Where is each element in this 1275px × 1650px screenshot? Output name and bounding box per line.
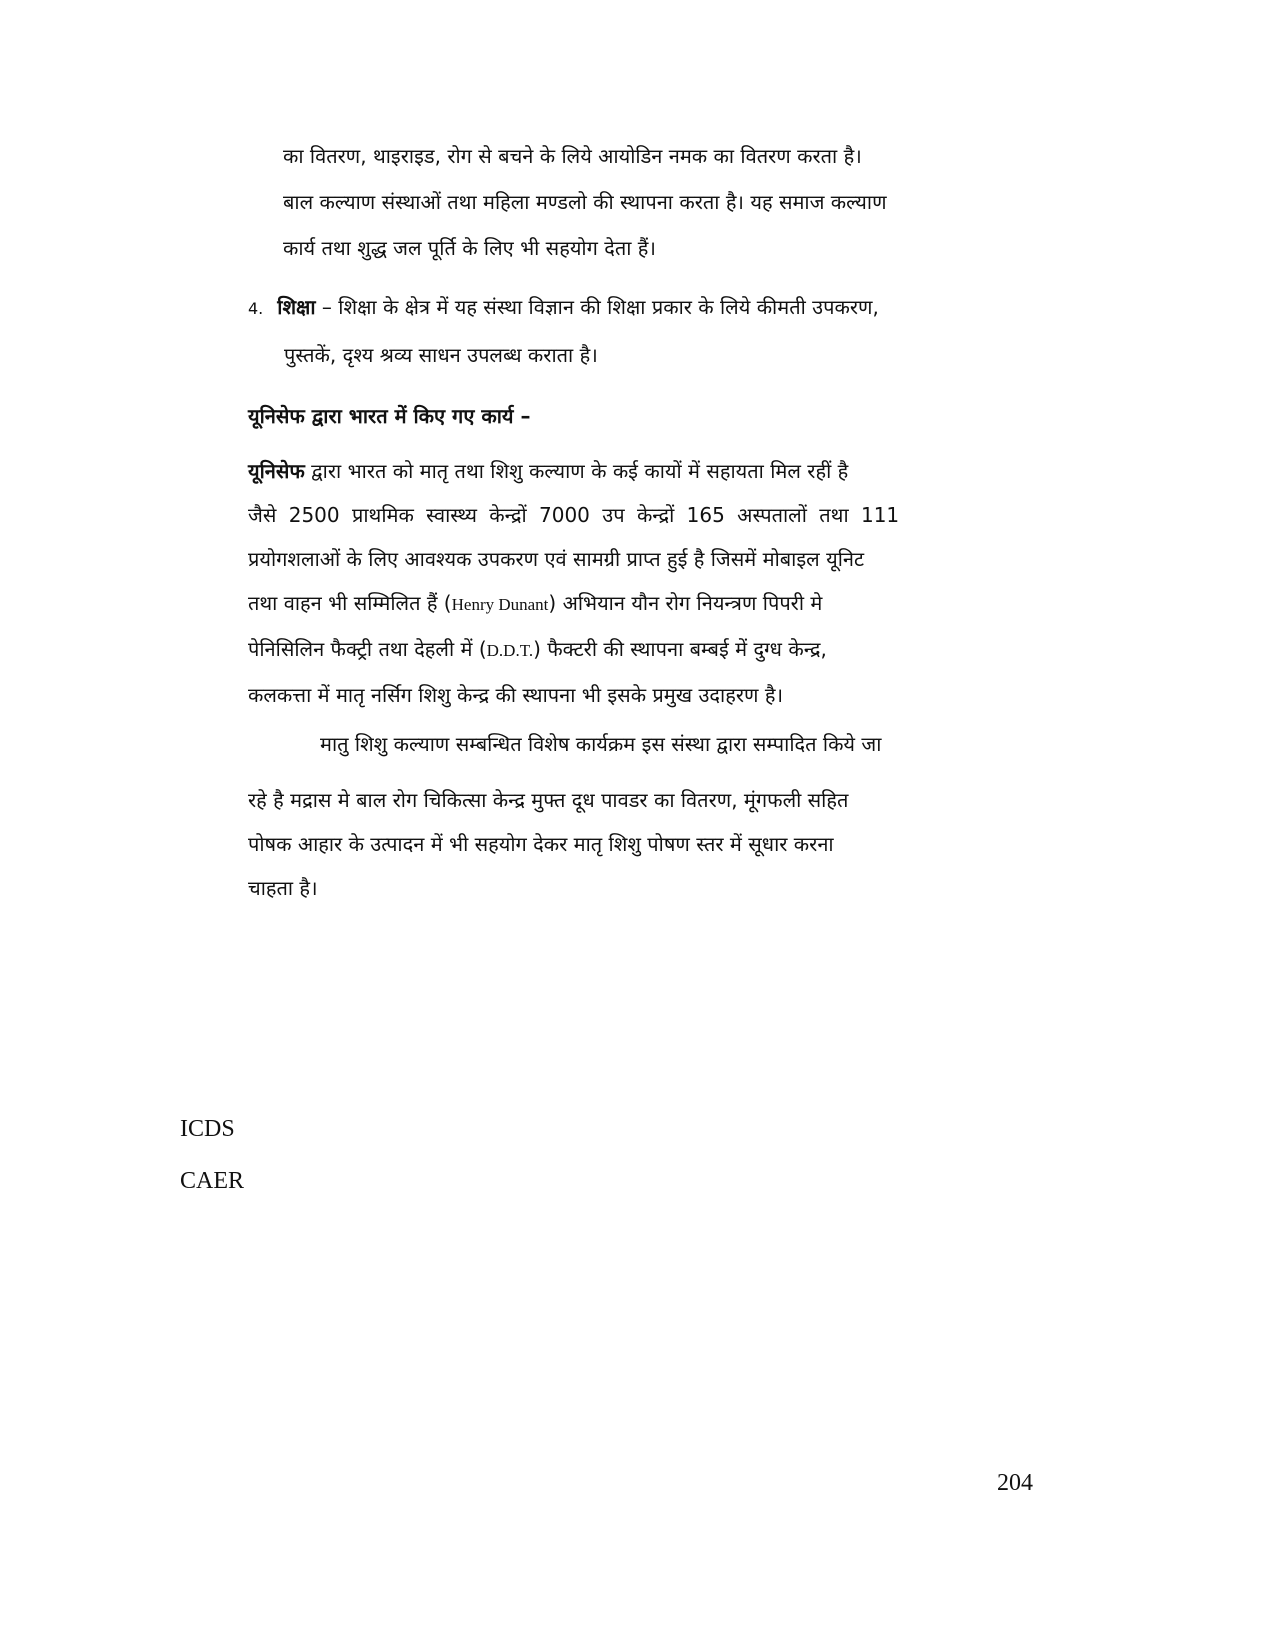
text-line <box>248 581 1033 627</box>
text-line: रहे है मद्रास मे बाल रोग चिकित्सा केन्द्र मुफ्त दूध पावडर का वितरण, मूंगफली सहित <box>248 788 849 812</box>
text-segment: पेनिसिलिन फैक्ट्री तथा देहली में ( <box>248 637 487 661</box>
text-segment: तथा वाहन भी सम्मिलित हैं ( <box>248 591 452 615</box>
text-line: जैसे 2500 प्राथमिक स्वास्थ्य केन्द्रों 7000 उप केन्द्रों 165 अस्पतालों तथा 111 <box>248 503 900 527</box>
text-line: प्रयोगशलाओं के लिए आवश्यक उपकरण एवं सामग्री प्राप्त हुई है जिसमें मोबाइल यूनिट <box>248 547 865 571</box>
text-line: चाहता है। <box>248 876 318 900</box>
text-line <box>248 627 1033 673</box>
bold-term: यूनिसेफ <box>248 459 305 483</box>
text-line: का वितरण, थाइराइड, रोग से बचने के लिये आयोडिन नमक का वितरण करता है। <box>283 144 862 168</box>
text-segment: ) अभियान यौन रोग नियन्त्रण पिपरी मे <box>548 591 823 615</box>
page-number: 204 <box>997 1470 1033 1496</box>
item-number: 4. <box>248 299 264 318</box>
text-line <box>248 284 1033 332</box>
text-segment: द्वारा भारत को मातृ तथा शिशु कल्याण के कई कायों में सहायता मिल रहीं है <box>304 459 849 483</box>
item-title: शिक्षा <box>277 295 316 319</box>
text-line <box>248 449 1033 493</box>
section-heading: यूनिसेफ द्वारा भारत में किए गए कार्य – <box>248 404 531 428</box>
label-caer: CAER <box>180 1168 245 1194</box>
unicef-paragraph <box>248 449 1033 717</box>
latin-term: D.D.T. <box>486 641 534 660</box>
continuation-paragraph <box>283 133 1033 271</box>
text-line: कार्य तथा शुद्ध जल पूर्ति के लिए भी सहयोग देता हैं। <box>283 236 656 260</box>
special-programme-paragraph <box>248 778 1033 910</box>
special-programme-line1: मातु शिशु कल्याण सम्बन्धित विशेष कार्यक्रम इस संस्था द्वारा सम्पादित किये जा <box>320 732 882 756</box>
text-line: पुस्तकें, दृश्य श्रव्य साधन उपलब्ध कराता है। <box>284 343 598 367</box>
text-line: बाल कल्याण संस्थाओं तथा महिला मण्डलो की स्थापना करता है। यह समाज कल्याण <box>283 190 887 214</box>
list-item-education <box>248 284 1033 378</box>
text-segment: ) फैक्टरी की स्थापना बम्बई में दुग्ध केन्द्र, <box>533 637 827 661</box>
item-text: – शिक्षा के क्षेत्र में यह संस्था विज्ञान की शिक्षा प्रकार के लिये कीमती उपकरण, <box>315 295 879 319</box>
text-line: कलकत्ता में मातृ नर्सिग शिशु केन्द्र की स्थापना भी इसके प्रमुख उदाहरण है। <box>248 683 784 707</box>
text-line: पोषक आहार के उत्पादन में भी सहयोग देकर मातृ शिशु पोषण स्तर में सूधार करना <box>248 832 834 856</box>
latin-term: Henry Dunant <box>451 595 549 614</box>
label-icds: ICDS <box>180 1116 235 1142</box>
